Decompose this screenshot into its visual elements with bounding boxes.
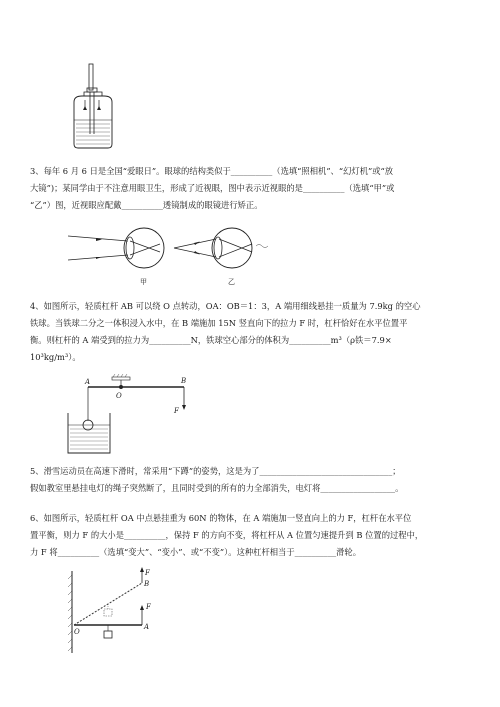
- lever-ball-figure: [66, 373, 196, 458]
- fig-label-jia: 甲: [140, 278, 147, 286]
- fig-label-b: B: [181, 377, 187, 385]
- fig-label-f: F: [174, 407, 179, 415]
- q4-line-3: 衡。则杠杆的 A 端受到的拉力为__________N，铁球空心部分的体积为__________m³（ρ铁＝7.9×: [30, 335, 392, 345]
- question-3-text: [30, 163, 472, 214]
- q6-line-1: 6、如图所示，轻质杠杆 OA 中点悬挂重为 60N 的物体，在 A 端施加一竖直向上的力 F，杠杆在水平位: [30, 513, 412, 523]
- eye-diagram-figure: [66, 220, 296, 292]
- question-5-text: [30, 463, 472, 497]
- question-6-text: [30, 510, 472, 561]
- q4-line-4: 10³kg/m³）。: [30, 352, 81, 362]
- fig-label-f-top: F: [145, 569, 150, 577]
- jar-figure: [68, 62, 128, 152]
- fig-label-f-right: F: [146, 603, 151, 611]
- q5-line-2: 假如教室里悬挂电灯的绳子突然断了，且同时受到的所有的力全部消失，电灯将__________________。: [30, 483, 404, 493]
- fig-label-o: O: [116, 392, 122, 400]
- q4-line-2: 铁球。当铁球二分之一体积浸入水中，在 B 端施加 15N 竖直向下的拉力 F 时，杠杆恰好在水平位置平: [30, 318, 408, 328]
- q6-line-3: 力 F 将__________（选填“变大”、“变小”、或“不变”）。这种杠杆相当于__________滑轮。: [30, 547, 362, 557]
- wall-lever-figure: [62, 565, 172, 660]
- question-4-text: [30, 298, 472, 366]
- q3-line-2: 大镜”)；某同学由于不注意用眼卫生，形成了近视眼，图中表示近视眼的是__________（选填“甲”或: [30, 183, 395, 193]
- q6-line-2: 置平衡，则力 F 的大小是__________，保持 F 的方向不变，将杠杆从 A 位置匀速提升到 B 位置的过程中，: [30, 530, 424, 540]
- fig-label-a: A: [85, 378, 91, 386]
- fig-label-yi: 乙: [228, 278, 235, 286]
- q3-line-1: 3、每年 6 月 6 日是全国“爱眼日”。眼球的结构类似于__________（选填“照相机”、“幻灯机”或“放: [30, 166, 394, 176]
- fig-label-a-6: A: [144, 623, 150, 631]
- q5-line-1: 5、滑雪运动员在高速下滑时，常采用“下蹲”的姿势，这是为了________________________________；: [30, 466, 401, 476]
- fig-label-b-6: B: [144, 580, 150, 588]
- fig-label-o-6: O: [74, 628, 80, 636]
- q4-line-1: 4、如图所示，轻质杠杆 AB 可以绕 O 点转动，OA：OB＝1：3，A 端用细线悬挂一质量为 7.9kg 的空心: [30, 301, 421, 311]
- q3-line-3: “乙”）图，近视眼应配戴__________透镜制成的眼镜进行矫正。: [30, 200, 263, 210]
